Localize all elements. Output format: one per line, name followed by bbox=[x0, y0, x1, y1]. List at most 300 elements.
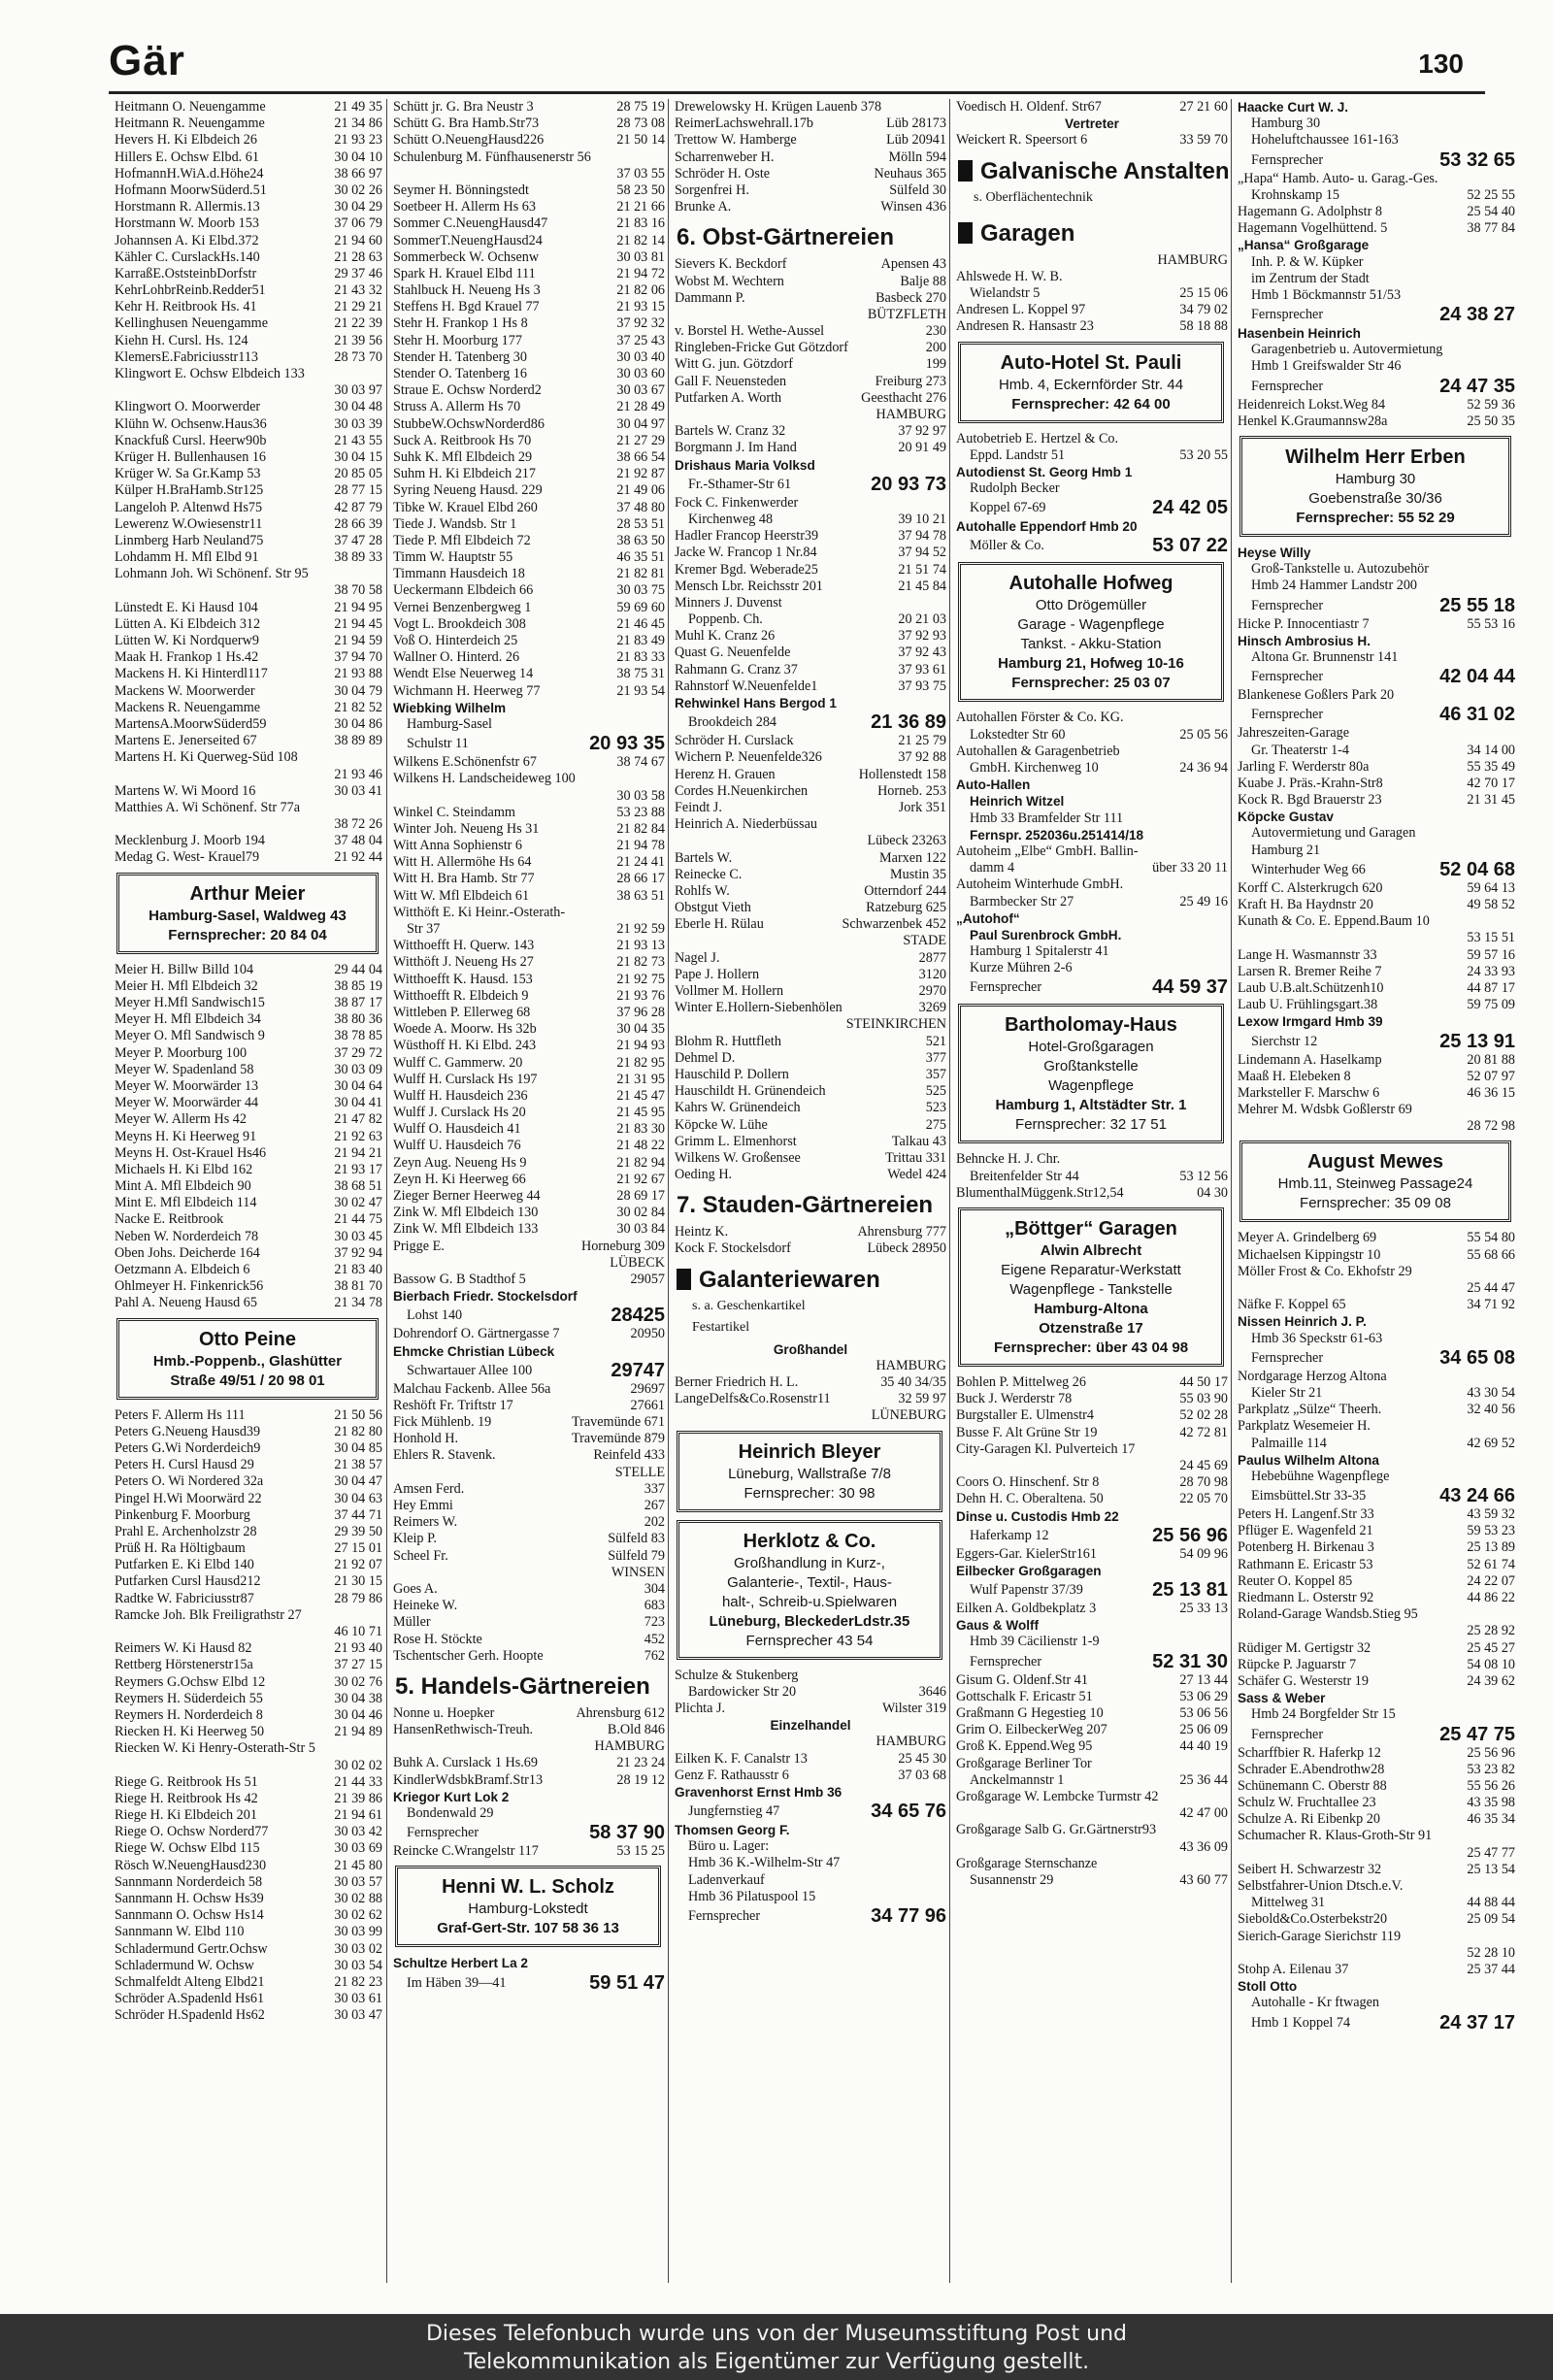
directory-entry bbox=[387, 99, 669, 116]
advertisement-title: Heinrich Bleyer bbox=[738, 1440, 881, 1463]
entry-number: 37 94 78 bbox=[895, 528, 946, 545]
directory-entry bbox=[1232, 1706, 1519, 1723]
directory-entry bbox=[669, 390, 950, 407]
entry-number: 44 59 37 bbox=[1149, 976, 1228, 998]
directory-entry bbox=[387, 1088, 669, 1105]
directory-entry bbox=[387, 116, 669, 132]
directory-entry bbox=[387, 132, 669, 149]
directory-entry bbox=[669, 1167, 950, 1183]
directory-entry bbox=[387, 1414, 669, 1431]
entry-number: 37 44 71 bbox=[331, 1507, 382, 1524]
entry-name: Oben Johs. Deicherde 164 bbox=[115, 1244, 260, 1261]
entry-number: Sülfeld 79 bbox=[605, 1548, 665, 1565]
directory-entry bbox=[387, 905, 669, 921]
entry-number: 55 68 66 bbox=[1464, 1247, 1515, 1264]
directory-entry bbox=[387, 666, 669, 682]
entry-name: Wobst M. Wechtern bbox=[675, 273, 784, 289]
entry-number: 21 23 24 bbox=[613, 1755, 665, 1771]
entry-number: 21 92 59 bbox=[613, 921, 665, 938]
directory-entry bbox=[669, 1734, 950, 1750]
entry-number: 22 05 70 bbox=[1176, 1491, 1228, 1507]
entry-number: 53 15 25 bbox=[613, 1843, 665, 1860]
directory-entry bbox=[950, 943, 1232, 960]
entry-number: 21 92 87 bbox=[613, 466, 665, 482]
entry-name: Bassow G. B Stadthof 5 bbox=[393, 1271, 526, 1287]
entry-number: 21 82 52 bbox=[331, 700, 382, 716]
directory-entry bbox=[669, 916, 950, 933]
directory-entry bbox=[387, 582, 669, 599]
entry-name: Kremer Bgd. Weberade25 bbox=[675, 561, 818, 578]
entry-name: Mittelweg 31 bbox=[1251, 1895, 1326, 1911]
entry-number: 30 03 75 bbox=[613, 582, 665, 599]
entry-number: 21 83 33 bbox=[613, 649, 665, 666]
entry-number: 28 77 15 bbox=[331, 482, 382, 499]
entry-number: 199 bbox=[923, 356, 946, 373]
entry-name: Möller Frost & Co. Ekhofstr 29 bbox=[1238, 1263, 1412, 1279]
entry-number: 24 39 62 bbox=[1464, 1673, 1515, 1690]
entry-number: 37 48 80 bbox=[613, 500, 665, 516]
entry-name: Krüger H. Bullenhausen 16 bbox=[115, 448, 267, 465]
directory-entry bbox=[1232, 776, 1519, 792]
entry-number: 21 48 22 bbox=[613, 1138, 665, 1154]
entry-number: 25 56 96 bbox=[1149, 1525, 1228, 1546]
directory-entry bbox=[387, 805, 669, 821]
directory-entry bbox=[109, 2007, 386, 2024]
entry-name: Sierchstr 12 bbox=[1251, 1033, 1318, 1049]
entry-number: 34 79 02 bbox=[1176, 302, 1228, 318]
entry-number: 30 03 99 bbox=[331, 1924, 382, 1940]
entry-name: Fick Mühlenb. 19 bbox=[393, 1414, 492, 1431]
entry-name: Lewerenz W.Owiesenstr11 bbox=[115, 515, 263, 532]
entry-name: Steffens H. Bgd Krauel 77 bbox=[393, 299, 540, 315]
entry-name: Martens W. Wi Moord 16 bbox=[115, 782, 256, 799]
entry-number: 37 94 70 bbox=[331, 649, 382, 666]
entry-name: Parkplatz Wesemeier H. bbox=[1238, 1418, 1371, 1435]
entry-number: Lüb 28173 bbox=[883, 116, 946, 132]
directory-entry bbox=[1232, 1230, 1519, 1246]
directory-entry bbox=[109, 816, 386, 833]
entry-name: Spark H. Krauel Elbd 111 bbox=[393, 265, 536, 281]
entry-number: 202 bbox=[642, 1514, 665, 1531]
directory-entry bbox=[109, 1807, 386, 1824]
entry-name: Fernsprecher bbox=[1251, 597, 1324, 613]
entry-number: 21 39 86 bbox=[331, 1791, 382, 1807]
entry-number: 30 04 29 bbox=[331, 199, 382, 215]
advertisement-line: Galanterie-, Textil-, Haus- bbox=[727, 1573, 892, 1591]
entry-name: Sommer C.NeuengHausd47 bbox=[393, 215, 548, 232]
entry-name: Hagemann Vogelhüttend. 5 bbox=[1238, 220, 1388, 237]
entry-name: damm 4 bbox=[970, 860, 1015, 876]
entry-number: 38 74 67 bbox=[613, 754, 665, 771]
entry-number: 21 92 07 bbox=[331, 1557, 382, 1573]
directory-entry bbox=[109, 1991, 386, 2007]
directory-entry bbox=[387, 516, 669, 533]
directory-entry bbox=[109, 1011, 386, 1028]
entry-name: Kirchenweg 48 bbox=[688, 511, 774, 527]
directory-entry bbox=[109, 549, 386, 566]
entry-name: Gravenhorst Ernst Hmb 36 bbox=[675, 1784, 843, 1800]
directory-entry bbox=[669, 767, 950, 783]
entry-name: Witt Anna Sophienstr 6 bbox=[393, 838, 523, 854]
directory-entry bbox=[669, 1150, 950, 1167]
entry-number: Talkau 43 bbox=[889, 1134, 946, 1150]
directory-entry bbox=[387, 854, 669, 871]
directory-entry bbox=[1232, 187, 1519, 204]
entry-number: 21 30 15 bbox=[331, 1573, 382, 1590]
entry-name: Sannmann Norderdeich 58 bbox=[115, 1873, 263, 1890]
directory-entry bbox=[1232, 132, 1519, 149]
entry-name: Kehr H. Reitbrook Hs. 41 bbox=[115, 299, 257, 315]
directory-entry bbox=[1232, 1657, 1519, 1673]
entry-number: 38 66 54 bbox=[613, 449, 665, 466]
entry-name: Möller & Co. bbox=[970, 538, 1044, 554]
directory-entry bbox=[669, 933, 950, 949]
entry-name: Nissen Heinrich J. P. bbox=[1238, 1314, 1367, 1330]
entry-number: 52 31 30 bbox=[1149, 1651, 1228, 1672]
entry-number: 30 04 15 bbox=[331, 449, 382, 466]
entry-name: Meyer W. Spadenland 58 bbox=[115, 1061, 254, 1077]
entry-number: 38 72 26 bbox=[331, 816, 382, 833]
directory-entry bbox=[669, 883, 950, 900]
entry-name: Klingwort O. Moorwerder bbox=[115, 399, 261, 415]
directory-entry bbox=[669, 1889, 950, 1905]
entry-name: Heitmann R. Neuengamme bbox=[115, 116, 265, 132]
entry-number: 21 51 74 bbox=[895, 562, 946, 578]
entry-name: Rose H. Stöckte bbox=[393, 1631, 482, 1647]
entry-name: Coors O. Hinschenf. Str 8 bbox=[956, 1474, 1100, 1491]
entry-name: Rahnstorf W.Neuenfelde1 bbox=[675, 678, 818, 694]
directory-entry bbox=[109, 282, 386, 299]
advertisement-line: Fernsprecher: 32 17 51 bbox=[1015, 1116, 1167, 1134]
directory-entry bbox=[387, 988, 669, 1005]
entry-name: Wittleben P. Ellerweg 68 bbox=[393, 1004, 531, 1020]
entry-name: Meyns H. Ost-Krauel Hs46 bbox=[115, 1144, 267, 1161]
entry-name: Vollmer M. Hollern bbox=[675, 983, 784, 999]
entry-number: 28 66 17 bbox=[613, 871, 665, 887]
directory-entry bbox=[950, 843, 1232, 860]
directory-entry bbox=[1232, 1031, 1519, 1052]
directory-entry bbox=[387, 1105, 669, 1121]
directory-entry bbox=[387, 416, 669, 433]
directory-entry bbox=[669, 1768, 950, 1784]
entry-number: 30 03 42 bbox=[331, 1824, 382, 1840]
entry-number: 21 83 40 bbox=[331, 1262, 382, 1278]
entry-name: Vernei Benzenbergweg 1 bbox=[393, 599, 532, 615]
entry-name: Borgmann J. Im Hand bbox=[675, 440, 797, 456]
directory-entry bbox=[1232, 649, 1519, 666]
directory-entry bbox=[1232, 947, 1519, 964]
entry-number: 30 04 86 bbox=[331, 716, 382, 733]
entry-number: 27 21 60 bbox=[1176, 99, 1228, 116]
directory-entry bbox=[669, 850, 950, 867]
entry-name: Müller bbox=[393, 1614, 431, 1631]
entry-number: 21 94 60 bbox=[331, 233, 382, 249]
entry-number: 21 93 54 bbox=[613, 683, 665, 700]
entry-name: Hicke P. Innocentiastr 7 bbox=[1238, 615, 1370, 632]
entry-name: Trettow W. Hamberge bbox=[675, 132, 797, 149]
entry-name: Suck A. Reitbrook Hs 70 bbox=[393, 432, 532, 448]
entry-name: Riege H. Ki Elbdeich 201 bbox=[115, 1807, 257, 1824]
entry-number: 30 04 48 bbox=[331, 399, 382, 415]
entry-number: 30 04 79 bbox=[331, 683, 382, 700]
advertisement-box bbox=[395, 1866, 661, 1947]
entry-number: 30 02 47 bbox=[331, 1195, 382, 1211]
entry-name: Riege G. Reitbrook Hs 51 bbox=[115, 1773, 258, 1790]
directory-entry bbox=[387, 1531, 669, 1547]
entry-number: 21 49 06 bbox=[613, 482, 665, 499]
entry-name: City-Garagen Kl. Pulverteich 17 bbox=[956, 1440, 1136, 1457]
advertisement-box bbox=[958, 1004, 1224, 1143]
directory-entry bbox=[1232, 880, 1519, 897]
entry-name: Meyer W. Moorwärder 13 bbox=[115, 1077, 259, 1094]
directory-entry bbox=[1232, 913, 1519, 930]
advertisement-box bbox=[116, 1318, 379, 1400]
directory-entry bbox=[1232, 1745, 1519, 1762]
entry-name: Ramcke Joh. Blk Freiligrathstr 27 bbox=[115, 1606, 302, 1623]
directory-entry bbox=[950, 1508, 1232, 1525]
directory-entry bbox=[669, 783, 950, 800]
entry-name: Autodienst St. Georg Hmb 1 bbox=[956, 464, 1133, 479]
entry-name: Witt G. jun. Götzdorf bbox=[675, 356, 793, 373]
directory-entry bbox=[387, 683, 669, 700]
directory-entry bbox=[109, 1791, 386, 1807]
directory-entry bbox=[1232, 1069, 1519, 1085]
directory-entry bbox=[950, 1579, 1232, 1601]
entry-number: 21 94 78 bbox=[613, 838, 665, 854]
entry-number: 21 44 33 bbox=[331, 1774, 382, 1791]
directory-entry bbox=[950, 876, 1232, 893]
entry-name: Bartels W. Cranz 32 bbox=[675, 423, 786, 440]
entry-name: Köpcke W. Lühe bbox=[675, 1116, 768, 1133]
entry-name: Eimsbüttel.Str 33-35 bbox=[1251, 1488, 1367, 1504]
directory-entry bbox=[387, 1326, 669, 1342]
entry-number: 30 02 76 bbox=[331, 1674, 382, 1691]
entry-name: Stehr H. Moorburg 177 bbox=[393, 332, 522, 348]
directory-entry bbox=[950, 1425, 1232, 1441]
directory-entry bbox=[387, 1805, 669, 1822]
entry-name: Lange H. Wasmannstr 33 bbox=[1238, 946, 1377, 963]
directory-entry bbox=[387, 266, 669, 282]
entry-number: Wedel 424 bbox=[884, 1167, 946, 1183]
section-note: s. Oberflächentechnik bbox=[974, 189, 1093, 205]
entry-name: Brunke A. bbox=[675, 199, 732, 215]
advertisement-line: halt-, Schreib-u.Spielwaren bbox=[721, 1593, 898, 1610]
entry-name: Plichta J. bbox=[675, 1700, 726, 1716]
directory-entry bbox=[1232, 1469, 1519, 1485]
entry-number: Ratzeburg 625 bbox=[863, 900, 946, 916]
entry-number: Jork 351 bbox=[896, 800, 946, 816]
entry-name: Andresen R. Hansastr 23 bbox=[956, 318, 1094, 335]
directory-entry bbox=[950, 497, 1232, 518]
entry-number: 39 10 21 bbox=[895, 512, 946, 528]
directory-entry bbox=[1232, 1264, 1519, 1280]
entry-name: Meyer A. Grindelberg 69 bbox=[1238, 1230, 1377, 1246]
entry-name: Timm W. Hauptstr 55 bbox=[393, 549, 513, 566]
entry-name: Brookdeich 284 bbox=[688, 714, 777, 731]
entry-number: LÜBECK bbox=[607, 1255, 665, 1272]
entry-name: Witthöft J. Neueng Hs 27 bbox=[393, 954, 534, 971]
entry-number: Wilster 319 bbox=[879, 1701, 946, 1717]
entry-name: Matthies A. Wi Schönenf. Str 77a bbox=[115, 799, 301, 815]
entry-number: 28 79 86 bbox=[331, 1591, 382, 1607]
entry-name: Zeyn Aug. Neueng Hs 9 bbox=[393, 1154, 527, 1171]
advertisement-line: Fernsprecher: 20 84 04 bbox=[168, 926, 327, 943]
entry-number: 521 bbox=[923, 1034, 946, 1050]
entry-number: 28 73 08 bbox=[613, 116, 665, 132]
entry-name: Stohp A. Eilenau 37 bbox=[1238, 1961, 1349, 1977]
directory-entry bbox=[669, 578, 950, 595]
directory-entry bbox=[669, 1872, 950, 1889]
entry-name: Mint A. Mfl Elbdeich 90 bbox=[115, 1178, 251, 1195]
directory-entry bbox=[387, 1431, 669, 1447]
entry-number: 30 03 67 bbox=[613, 382, 665, 399]
directory-entry bbox=[1232, 980, 1519, 997]
directory-entry bbox=[1232, 1418, 1519, 1435]
directory-entry bbox=[1232, 358, 1519, 375]
entry-name: Jacke W. Francop 1 Nr.84 bbox=[675, 545, 817, 561]
entry-number: 30 02 62 bbox=[331, 1907, 382, 1924]
entry-name: Reimers W. bbox=[393, 1514, 458, 1531]
entry-number: 30 04 63 bbox=[331, 1491, 382, 1507]
directory-entry bbox=[387, 616, 669, 633]
entry-name: Hevers H. Ki Elbdeich 26 bbox=[115, 132, 257, 149]
advertisement-line: Otzenstraße 17 bbox=[1039, 1320, 1143, 1337]
entry-number: Mustin 35 bbox=[887, 867, 946, 883]
directory-entry bbox=[669, 440, 950, 456]
directory-entry bbox=[387, 1172, 669, 1188]
entry-number: 21 21 66 bbox=[613, 199, 665, 215]
directory-entry bbox=[669, 1067, 950, 1083]
entry-number: 20 81 88 bbox=[1464, 1052, 1515, 1069]
directory-entry bbox=[387, 1138, 669, 1154]
directory-entry bbox=[950, 1651, 1232, 1672]
entry-number: 38 80 36 bbox=[331, 1011, 382, 1028]
entry-number: 21 93 13 bbox=[613, 938, 665, 954]
entry-number: STEINKIRCHEN bbox=[843, 1016, 946, 1033]
directory-entry bbox=[109, 500, 386, 516]
entry-number: 52 07 97 bbox=[1464, 1069, 1515, 1085]
directory-entry bbox=[109, 783, 386, 800]
advertisement-box bbox=[677, 1520, 942, 1660]
directory-entry bbox=[1232, 759, 1519, 776]
entry-number: 24 33 93 bbox=[1464, 964, 1515, 980]
entry-name: Schütt jr. G. Bra Neustr 3 bbox=[393, 99, 534, 115]
entry-name: Voß O. Hinterdeich 25 bbox=[393, 633, 518, 648]
entry-number: 28 73 70 bbox=[331, 349, 382, 366]
entry-name: Meyns H. Ki Heerweg 91 bbox=[115, 1128, 257, 1144]
entry-name: Im Häben 39—41 bbox=[407, 1974, 507, 1991]
directory-entry bbox=[109, 349, 386, 366]
entry-number: 49 58 52 bbox=[1464, 897, 1515, 913]
entry-number: 21 34 78 bbox=[331, 1295, 382, 1311]
directory-entry bbox=[669, 1083, 950, 1100]
entry-name: Schrader E.Abendrothw28 bbox=[1238, 1761, 1385, 1777]
directory-entry bbox=[387, 149, 669, 166]
directory-entry bbox=[109, 833, 386, 849]
directory-entry bbox=[387, 1205, 669, 1221]
entry-number: 46 10 71 bbox=[331, 1624, 382, 1640]
entry-name: Tibke W. Krauel Elbd 260 bbox=[393, 499, 538, 515]
directory-entry bbox=[109, 166, 386, 182]
directory-entry bbox=[950, 1407, 1232, 1424]
entry-name: Wilkens E.Schönenfstr 67 bbox=[393, 754, 537, 771]
entry-name: Scheel Fr. bbox=[393, 1547, 448, 1564]
entry-name: Autohallen Förster & Co. KG. bbox=[956, 710, 1124, 726]
advertisement-line: Fernsprecher: 42 64 00 bbox=[1011, 395, 1171, 413]
entry-name: Dehn H. C. Oberaltena. 50 bbox=[956, 1491, 1104, 1507]
entry-name: Groß-Tankstelle u. Autozubehör bbox=[1251, 561, 1430, 578]
directory-entry bbox=[387, 1288, 669, 1305]
advertisement-title: Henni W. L. Scholz bbox=[442, 1876, 614, 1899]
entry-name: Meyer H. Mfl Elbdeich 34 bbox=[115, 1011, 261, 1028]
entry-name: Ueckermann Elbdeich 66 bbox=[393, 582, 534, 599]
entry-name: Schwartauer Allee 100 bbox=[407, 1362, 533, 1378]
entry-number: 20 21 03 bbox=[895, 612, 946, 628]
directory-entry bbox=[669, 595, 950, 612]
advertisement-line: Straße 49/51 / 20 98 01 bbox=[170, 1372, 325, 1389]
entry-number: 21 82 73 bbox=[613, 954, 665, 971]
advertisement-line: Fernsprecher: 35 09 08 bbox=[1300, 1195, 1451, 1212]
entry-number: 21 94 95 bbox=[331, 600, 382, 616]
entry-number: 21 82 80 bbox=[331, 1424, 382, 1440]
directory-entry bbox=[109, 1840, 386, 1857]
directory-entry bbox=[109, 633, 386, 649]
directory-entry bbox=[669, 199, 950, 215]
directory-entry bbox=[387, 399, 669, 415]
advertisement-line: Wagenpflege bbox=[1048, 1077, 1134, 1095]
directory-entry bbox=[1232, 325, 1519, 342]
entry-number: 21 82 81 bbox=[613, 566, 665, 582]
directory-entry bbox=[109, 1062, 386, 1078]
directory-entry bbox=[387, 1772, 669, 1789]
entry-number: 37 93 75 bbox=[895, 678, 946, 695]
directory-entry bbox=[109, 1491, 386, 1507]
entry-number: 25 50 35 bbox=[1464, 413, 1515, 430]
directory-entry bbox=[387, 633, 669, 649]
entry-name: Zieger Berner Heerweg 44 bbox=[393, 1188, 541, 1204]
directory-entry bbox=[1232, 1102, 1519, 1118]
entry-name: Hmb 36 Speckstr 61-63 bbox=[1251, 1330, 1383, 1346]
entry-name: Putfarken A. Worth bbox=[675, 389, 782, 406]
directory-entry bbox=[387, 788, 669, 805]
directory-entry bbox=[109, 1028, 386, 1044]
directory-entry bbox=[669, 132, 950, 149]
entry-name: Hadler Francop Heerstr39 bbox=[675, 528, 819, 545]
advertisement-title: Wilhelm Herr Erben bbox=[1285, 446, 1466, 468]
entry-name: Fernsprecher bbox=[970, 1653, 1042, 1669]
entry-name: Prahl E. Archenholzstr 28 bbox=[115, 1523, 257, 1539]
directory-entry bbox=[1232, 1436, 1519, 1452]
entry-number: LÜNEBURG bbox=[869, 1407, 946, 1424]
directory-entry bbox=[109, 1740, 386, 1757]
entry-name: Grim O. EilbeckerWeg 207 bbox=[956, 1722, 1107, 1738]
section-heading bbox=[669, 215, 950, 256]
directory-entry bbox=[669, 562, 950, 578]
entry-number: HAMBURG bbox=[873, 407, 946, 423]
entry-number: 38 89 89 bbox=[331, 733, 382, 749]
entry-name: Nacke E. Reitbrook bbox=[115, 1211, 224, 1228]
entry-name: Großgarage Sternschanze bbox=[956, 1855, 1098, 1871]
directory-entry bbox=[950, 760, 1232, 777]
entry-name: Wiebking Wilhelm bbox=[393, 700, 507, 715]
entry-name: SommerT.NeuengHausd24 bbox=[393, 232, 543, 248]
entry-name: Schulenburg M. Fünfhausenerstr 56 bbox=[393, 149, 591, 165]
entry-number: 523 bbox=[923, 1100, 946, 1116]
entry-name: Kieler Str 21 bbox=[1251, 1384, 1323, 1401]
entry-number: 24 36 94 bbox=[1176, 760, 1228, 777]
entry-name: Oeding H. bbox=[675, 1167, 733, 1183]
entry-name: Rehwinkel Hans Bergod 1 bbox=[675, 696, 837, 711]
